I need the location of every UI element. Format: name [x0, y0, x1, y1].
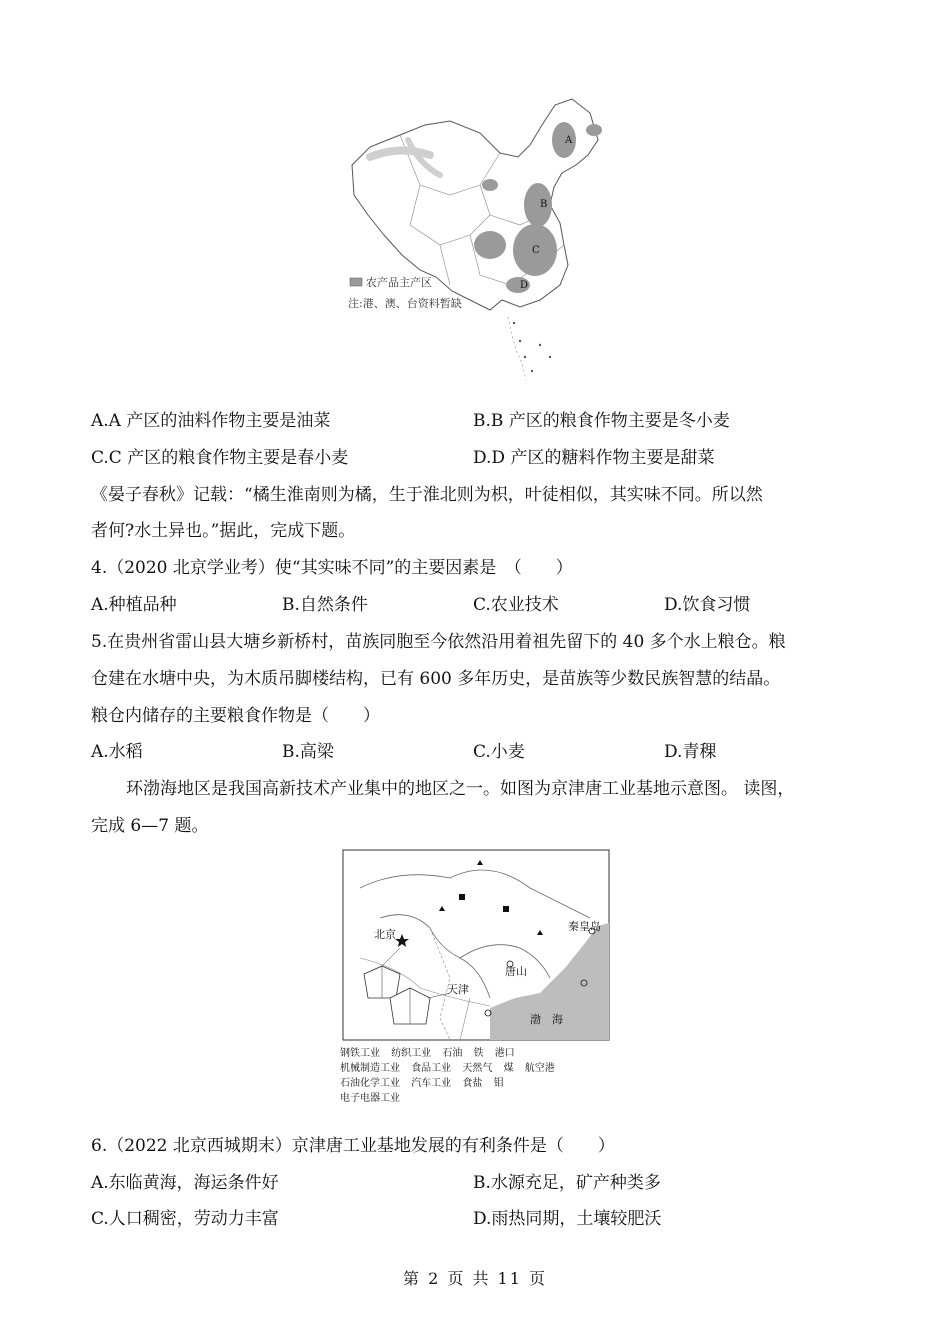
legend-salt: 食盐: [462, 1078, 483, 1089]
q5-line3: 粮仓内储存的主要粮食作物是（ ）: [91, 706, 380, 726]
china-agriculture-map: [340, 95, 610, 385]
q4-option-d: D.饮食习惯: [664, 595, 751, 615]
q6-option-a: A.东临黄海，海运条件好: [91, 1173, 279, 1193]
map1-note: 注:港、澳、台资料暂缺: [348, 297, 462, 310]
q5-line1: 5.在贵州省雷山县大塘乡新桥村，苗族同胞至今依然沿用着祖先留下的 40 多个水上粮仓。粮: [91, 632, 786, 652]
passage2-line2: 完成 6—7 题。: [91, 816, 209, 836]
q4-stem: 4.（2020 北京学业考）使“其实味不同”的主要因素是 （ ）: [91, 558, 573, 578]
map2-place-tianjin: 天津: [447, 983, 469, 996]
legend-molybdenum: 钼: [493, 1078, 504, 1089]
q4-option-b: B.自然条件: [282, 595, 368, 615]
legend-iron: 铁: [473, 1048, 484, 1059]
map2-place-beijing: 北京: [374, 928, 396, 941]
legend-port: 港口: [494, 1048, 515, 1059]
legend-petrochemical: 石油化学工业: [340, 1078, 400, 1089]
map2-place-qinhuangdao: 秦皇岛: [568, 920, 601, 933]
legend-coal: 煤: [503, 1063, 514, 1074]
q6-stem: 6.（2022 北京西城期末）京津唐工业基地发展的有利条件是（ ）: [91, 1136, 615, 1156]
map1-legend-item: 农产品主产区: [366, 276, 432, 289]
q5-line2: 仓建在水塘中央，为木质吊脚楼结构，已有 600 多年历史，是苗族等少数民族智慧的结晶。: [91, 669, 781, 689]
q5-option-d: D.青稞: [664, 742, 717, 762]
passage1-line2: 者何?水土异也。”据此，完成下题。: [91, 521, 356, 541]
legend-textile: 纺织工业: [391, 1048, 432, 1059]
q3-option-a: A.A 产区的油料作物主要是油菜: [91, 411, 331, 431]
q3-option-b: B.B 产区的粮食作物主要是冬小麦: [473, 411, 730, 431]
map2-place-tangshan: 唐山: [505, 965, 527, 978]
q5-option-b: B.高梁: [282, 742, 334, 762]
q4-option-a: A.种植品种: [91, 595, 177, 615]
q4-option-c: C.农业技术: [473, 595, 559, 615]
map1-label-b: B: [540, 199, 548, 210]
legend-electronics: 电子电器工业: [340, 1093, 400, 1104]
map1-label-c: C: [532, 245, 540, 256]
legend-automobile: 汽车工业: [411, 1078, 452, 1089]
legend-oil: 石油: [442, 1048, 463, 1059]
map1-label-d: D: [520, 280, 529, 291]
q6-option-d: D.雨热同期，土壤较肥沃: [473, 1209, 662, 1229]
passage1-line1: 《晏子春秋》记载：“橘生淮南则为橘，生于淮北则为枳，叶徒相似，其实味不同。所以然: [91, 485, 763, 505]
legend-food: 食品工业: [411, 1063, 452, 1074]
passage2-line1: 环渤海地区是我国高新技术产业集中的地区之一。如图为京津唐工业基地示意图。 读图，: [126, 779, 795, 799]
q5-option-a: A.水稻: [91, 742, 143, 762]
map2-legend: [340, 1046, 615, 1106]
q5-option-c: C.小麦: [473, 742, 525, 762]
legend-gas: 天然气: [462, 1063, 493, 1074]
legend-steel: 钢铁工业: [340, 1048, 380, 1059]
page-footer: 第 2 页 共 11 页: [403, 1269, 547, 1288]
q6-option-c: C.人口稠密，劳动力丰富: [91, 1209, 279, 1229]
map1-label-a: A: [565, 135, 573, 146]
legend-machinery: 机械制造工业: [340, 1063, 400, 1074]
q3-option-c: C.C 产区的粮食作物主要是春小麦: [91, 448, 349, 468]
legend-airport: 航空港: [524, 1063, 555, 1074]
map2-place-bohai: 渤 海: [530, 1013, 563, 1026]
q3-option-d: D.D 产区的糖料作物主要是甜菜: [473, 448, 715, 468]
q6-option-b: B.水源充足，矿产种类多: [473, 1173, 661, 1193]
